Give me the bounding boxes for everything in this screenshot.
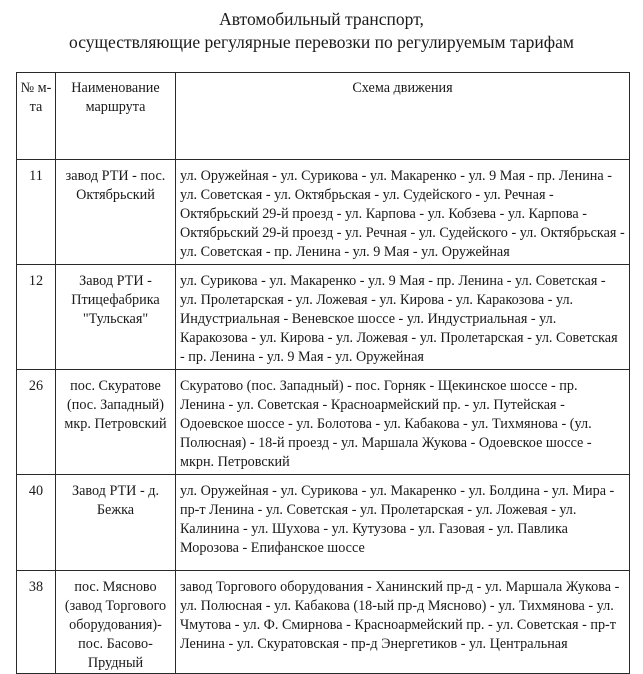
routes-table [16,72,630,674]
header-route-number: № м-та [17,73,56,160]
route-number: 40 [17,475,56,571]
route-scheme: ул. Сурикова - ул. Макаренко - ул. 9 Мая - пр. Ленина - ул. Советская - ул. Пролетарская - ул. Ложевая - ул. Кирова - ул. Каракозова - ул. Индустриальная - Веневское шоссе - ул. Индустриальная - ул. Каракозова - ул. Кирова - ул. Ложевая - ул. Пролетарская - ул. Советская - пр. Ленина - ул. 9 Мая - ул. Оружейная [176,265,630,370]
document-title: Автомобильный транспорт, [219,9,424,29]
route-number: 26 [17,370,56,475]
route-name: пос. Мясново (завод Торгового оборудования)- пос. Басово-Прудный [56,571,176,674]
route-name: завод РТИ - пос. Октябрьский [56,160,176,265]
route-name: Завод РТИ - д. Бежка [56,475,176,571]
route-scheme: ул. Оружейная - ул. Сурикова - ул. Макаренко - ул. 9 Мая - пр. Ленина - ул. Советская - ул. Октябрьская - ул. Судейского - ул. Речная - Октябрьский 29-й проезд - ул. Карпова - ул. Кобзева - ул. Карпова - Октябрьский 29-й проезд - ул. Речная - ул. Судейского - ул. Октябрьская - ул. Советская - пр. Ленина - ул. 9 Мая - ул. Оружейная [176,160,630,265]
document-subtitle: осуществляющие регулярные перевозки по регулируемым тарифам [69,32,574,52]
table-row [17,571,630,674]
route-number: 12 [17,265,56,370]
header-route-scheme: Схема движения [176,73,630,160]
header-route-name: Наименование маршрута [56,73,176,160]
route-name: пос. Скуратове (пос. Западный) мкр. Петровский [56,370,176,475]
route-scheme: Скуратово (пос. Западный) - пос. Горняк - Щекинское шоссе - пр. Ленина - ул. Советская - Красноармейский пр. - ул. Путейская - Одоевское шоссе - ул. Болотова - ул. Кабакова - ул. Тихмянова - (ул. Полюсная) - 18-й проезд - ул. Маршала Жукова - Одоевское шоссе - мкрн. Петровский [176,370,630,475]
route-number: 38 [17,571,56,674]
route-name: Завод РТИ - Птицефабрика "Тульская" [56,265,176,370]
table-row [17,265,630,370]
table-header-row [17,73,630,160]
table-row [17,160,630,265]
table-row [17,370,630,475]
route-number: 11 [17,160,56,265]
route-scheme: завод Торгового оборудования - Ханинский пр-д - ул. Маршала Жукова - ул. Полюсная - ул. Кабакова (18-ый пр-д Мясново) - ул. Тихмянова - ул. Чмутова - ул. Ф. Смирнова - Красноармейский пр. - ул. Советская - пр-т Ленина - ул. Скуратовская - пр-д Энергетиков - ул. Центральная [176,571,630,674]
route-scheme: ул. Оружейная - ул. Сурикова - ул. Макаренко - ул. Болдина - ул. Мира - пр-т Ленина - ул. Советская - ул. Пролетарская - ул. Ложевая - ул. Калинина - ул. Шухова - ул. Кутузова - ул. Газовая - ул. Павлика Морозова - Епифанское шоссе [176,475,630,571]
table-row [17,475,630,571]
